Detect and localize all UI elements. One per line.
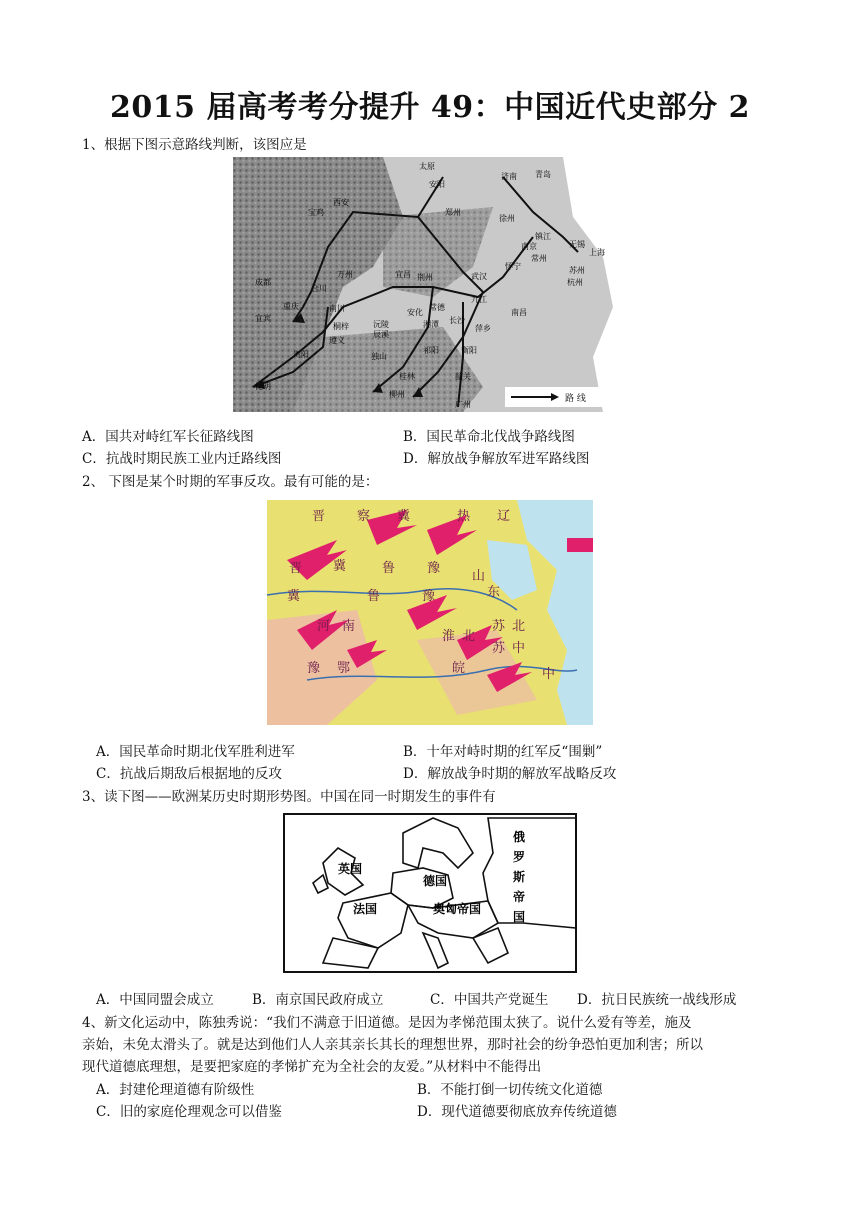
map-label: 宝鸡 <box>308 208 324 217</box>
map-label: 重庆 <box>283 302 299 311</box>
map-label: 西安 <box>333 198 349 207</box>
map-label: 辽 <box>497 509 511 524</box>
map-label: 常德 <box>429 303 445 312</box>
map-label: 上海 <box>589 248 605 257</box>
map-label: 成都 <box>255 278 271 287</box>
map-label: 无锡 <box>569 240 585 249</box>
map-label: 万州 <box>337 270 353 279</box>
map-label: 冀 <box>287 589 301 604</box>
q4-option-b: B．不能打倒一切传统文化道德 <box>417 1082 603 1098</box>
map-label: 桐梓 <box>333 322 349 331</box>
legend-marker <box>567 538 593 552</box>
map-label: 祁阳 <box>423 346 439 355</box>
map-label: 南 <box>342 619 356 634</box>
map-label: 沅陵 <box>373 320 389 329</box>
map-label: 昆明 <box>255 382 271 391</box>
map-label: 合川 <box>311 284 327 293</box>
q2-option-d: D．解放战争时期的解放军战略反攻 <box>403 766 617 782</box>
question-4-line-3: 现代道德底理想，是要把家庭的孝悌扩充为全社会的友爱。”从材料中不能得出 <box>82 1059 542 1075</box>
map-label: 怀宁 <box>505 262 521 271</box>
map-label: 徐州 <box>499 214 515 223</box>
map-label: 独山 <box>371 352 387 361</box>
map-label: 冀 <box>333 559 347 574</box>
map-label: 济南 <box>501 172 517 181</box>
map-label: 罗 <box>513 850 526 864</box>
map-label: 中 <box>542 667 556 682</box>
question-4-line-1: 4、新文化运动中，陈独秀说：“我们不满意于旧道德。是因为孝悌范围太狭了。说什么爱有等差，施及 <box>82 1015 692 1031</box>
map-label: 淮 <box>442 629 456 644</box>
map-label: 辰溪 <box>373 330 389 339</box>
map-label: 河 <box>317 619 331 634</box>
map-label: 遵义 <box>329 336 345 345</box>
map-label: 热 <box>457 509 471 524</box>
map-label: 萍乡 <box>475 324 491 333</box>
q3-option-a: A．中国同盟会成立 <box>96 992 214 1008</box>
map-label: 杭州 <box>567 278 583 287</box>
map-label: 斯 <box>513 870 526 884</box>
map-label: 青岛 <box>535 170 551 179</box>
q1-option-d: D．解放战争解放军进军路线图 <box>403 451 590 467</box>
map-label: 中 <box>512 641 526 656</box>
map-label: 桂林 <box>399 372 415 381</box>
map-label: 南京 <box>521 242 537 251</box>
map-label: 德国 <box>423 874 448 888</box>
q3-option-d: D．抗日民族统一战线形成 <box>577 992 737 1008</box>
map-label: 常州 <box>531 254 547 263</box>
map-label: 安化 <box>407 308 423 317</box>
map-label: 荆州 <box>417 273 433 282</box>
map-label: 皖 <box>452 661 466 676</box>
q3-option-c: C．中国共产党诞生 <box>430 992 549 1008</box>
map-label: 北 <box>462 629 476 644</box>
q3-option-b: B．南京国民政府成立 <box>252 992 384 1008</box>
q4-option-a: A．封建伦理道德有阶级性 <box>96 1082 255 1098</box>
map-label: 北 <box>512 619 526 634</box>
legend-label: 路 线 <box>565 394 586 404</box>
map-label: 武汉 <box>471 272 487 281</box>
map-label: 鲁 <box>367 589 381 604</box>
map-label: 英国 <box>338 862 363 876</box>
map-label: 晋 <box>289 561 303 576</box>
q2-option-b: B．十年对峙时期的红军反“围剿” <box>403 744 603 760</box>
map-label: 贵阳 <box>293 350 309 359</box>
q4-option-c: C．旧的家庭伦理观念可以借鉴 <box>96 1104 282 1120</box>
map-label: 湘潭 <box>423 320 439 329</box>
map-label: 太原 <box>419 162 435 171</box>
map-label: 帝 <box>513 890 526 904</box>
question-3-stem: 3、读下图——欧洲某历史时期形势图。中国在同一时期发生的事件有 <box>82 789 496 805</box>
map-label: 鄂 <box>337 661 351 676</box>
map-label: 南昌 <box>511 308 527 317</box>
map-label: 豫 <box>307 661 321 676</box>
map-label: 豫 <box>427 561 441 576</box>
page-title: 2015 届高考考分提升 49：中国近代史部分 2 <box>110 90 750 125</box>
map-label: 俄 <box>513 830 526 844</box>
route-map-figure <box>233 157 625 412</box>
question-1-stem: 1、根据下图示意路线判断，该图应是 <box>82 137 307 153</box>
europe-map <box>283 813 577 973</box>
map-label: 宜宾 <box>255 314 271 323</box>
question-2-stem: 2、 下图是某个时期的军事反攻。最有可能的是： <box>82 474 379 490</box>
map-label: 东 <box>487 585 501 600</box>
map-label: 豫 <box>422 589 436 604</box>
map-label: 南川 <box>329 304 345 313</box>
q1-option-a: A．国共对峙红军长征路线图 <box>82 429 254 445</box>
europe-map-figure <box>283 813 577 973</box>
q2-option-c: C．抗战后期敌后根据地的反攻 <box>96 766 282 782</box>
map-label: 韶关 <box>455 372 471 381</box>
map-label: 安阳 <box>429 180 445 189</box>
q2-option-a: A．国民革命时期北伐军胜利进军 <box>96 744 295 760</box>
map-label: 苏州 <box>569 266 585 275</box>
map-label: 郑州 <box>445 208 461 217</box>
map-label: 察 <box>357 509 371 524</box>
map-label: 九江 <box>471 295 487 304</box>
offensive-map <box>267 500 593 725</box>
map-label: 山 <box>472 569 486 584</box>
map-label: 奥匈帝国 <box>433 902 482 916</box>
map-label: 镇江 <box>535 232 551 241</box>
map-label: 长沙 <box>449 316 465 325</box>
route-map <box>233 157 625 412</box>
map-label: 法国 <box>353 902 378 916</box>
map-label: 苏 <box>492 619 506 634</box>
q4-option-d: D．现代道德要彻底放弃传统道德 <box>417 1104 617 1120</box>
question-4-line-2: 亲始，未免太滑头了。就是达到他们人人亲其亲长其长的理想世界，那时社会的纷争恐怕更加利害；所以 <box>82 1037 703 1053</box>
map-label: 鲁 <box>382 561 396 576</box>
q1-option-c: C．抗战时期民族工业内迁路线图 <box>82 451 282 467</box>
map-label: 冀 <box>397 509 411 524</box>
map-label: 晋 <box>312 509 326 524</box>
map-label: 国 <box>513 910 526 924</box>
map-label: 柳州 <box>389 390 405 399</box>
map-label: 广州 <box>455 400 471 409</box>
q1-option-b: B．国民革命北伐战争路线图 <box>403 429 575 445</box>
map-label: 宜昌 <box>395 270 411 279</box>
map-label: 衡阳 <box>461 346 477 355</box>
map-label: 苏 <box>492 641 506 656</box>
offensive-map-figure <box>267 500 593 725</box>
